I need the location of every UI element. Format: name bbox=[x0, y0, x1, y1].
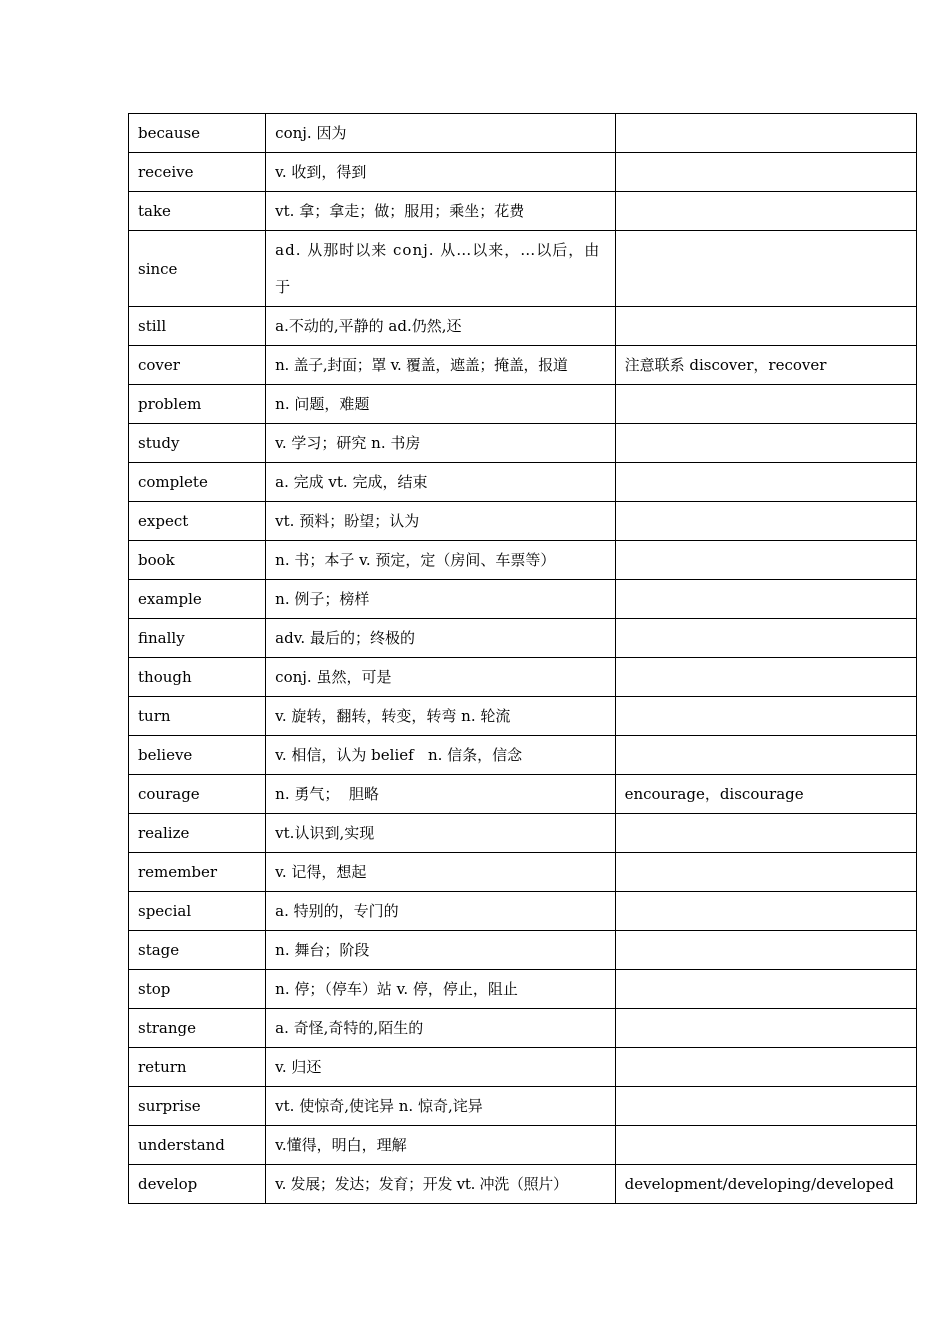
definition-cell: adv. 最后的；终极的 bbox=[266, 619, 615, 658]
table-row bbox=[129, 1009, 917, 1048]
definition-cell: v. 旋转，翻转，转变，转弯 n. 轮流 bbox=[266, 697, 615, 736]
table-row bbox=[129, 463, 917, 502]
note-cell bbox=[615, 1009, 916, 1048]
note-cell bbox=[615, 541, 916, 580]
word-cell: finally bbox=[129, 619, 266, 658]
table-row bbox=[129, 970, 917, 1009]
table-row bbox=[129, 192, 917, 231]
definition-cell: n. 例子；榜样 bbox=[266, 580, 615, 619]
table-row bbox=[129, 424, 917, 463]
definition-cell: ad. 从那时以来 conj. 从…以来，…以后，由于 bbox=[266, 231, 615, 307]
table-row bbox=[129, 892, 917, 931]
vocabulary-table-body bbox=[129, 114, 917, 1204]
note-cell bbox=[615, 892, 916, 931]
note-cell bbox=[615, 736, 916, 775]
definition-cell: v. 发展；发达；发育；开发 vt. 冲洗（照片） bbox=[266, 1165, 615, 1204]
note-cell bbox=[615, 231, 916, 307]
note-cell: development/developing/developed bbox=[615, 1165, 916, 1204]
note-cell bbox=[615, 619, 916, 658]
note-cell bbox=[615, 970, 916, 1009]
word-cell: complete bbox=[129, 463, 266, 502]
table-row bbox=[129, 502, 917, 541]
word-cell: take bbox=[129, 192, 266, 231]
table-row bbox=[129, 1165, 917, 1204]
table-row bbox=[129, 153, 917, 192]
word-cell: surprise bbox=[129, 1087, 266, 1126]
definition-cell: n. 停；（停车）站 v. 停，停止，阻止 bbox=[266, 970, 615, 1009]
definition-cell: v.懂得，明白，理解 bbox=[266, 1126, 615, 1165]
definition-cell: vt. 使惊奇,使诧异 n. 惊奇,诧异 bbox=[266, 1087, 615, 1126]
table-row bbox=[129, 114, 917, 153]
word-cell: though bbox=[129, 658, 266, 697]
note-cell: 注意联系 discover，recover bbox=[615, 346, 916, 385]
word-cell: develop bbox=[129, 1165, 266, 1204]
word-cell: receive bbox=[129, 153, 266, 192]
note-cell bbox=[615, 658, 916, 697]
word-cell: return bbox=[129, 1048, 266, 1087]
word-cell: book bbox=[129, 541, 266, 580]
note-cell bbox=[615, 192, 916, 231]
definition-cell: n. 舞台；阶段 bbox=[266, 931, 615, 970]
table-row bbox=[129, 853, 917, 892]
definition-cell: conj. 因为 bbox=[266, 114, 615, 153]
table-row bbox=[129, 931, 917, 970]
note-cell bbox=[615, 697, 916, 736]
note-cell bbox=[615, 1126, 916, 1165]
word-cell: remember bbox=[129, 853, 266, 892]
note-cell bbox=[615, 1087, 916, 1126]
table-row bbox=[129, 775, 917, 814]
definition-cell: n. 盖子,封面；罩 v. 覆盖，遮盖；掩盖，报道 bbox=[266, 346, 615, 385]
definition-cell: a.不动的,平静的 ad.仍然,还 bbox=[266, 307, 615, 346]
table-row bbox=[129, 1087, 917, 1126]
word-cell: still bbox=[129, 307, 266, 346]
note-cell bbox=[615, 385, 916, 424]
table-row bbox=[129, 1048, 917, 1087]
definition-cell: conj. 虽然，可是 bbox=[266, 658, 615, 697]
table-row bbox=[129, 307, 917, 346]
definition-cell: v. 相信，认为 belief n. 信条，信念 bbox=[266, 736, 615, 775]
definition-cell: v. 收到，得到 bbox=[266, 153, 615, 192]
word-cell: study bbox=[129, 424, 266, 463]
definition-cell: v. 学习；研究 n. 书房 bbox=[266, 424, 615, 463]
word-cell: example bbox=[129, 580, 266, 619]
word-cell: because bbox=[129, 114, 266, 153]
word-cell: special bbox=[129, 892, 266, 931]
table-row bbox=[129, 814, 917, 853]
word-cell: believe bbox=[129, 736, 266, 775]
note-cell bbox=[615, 931, 916, 970]
definition-cell: v. 归还 bbox=[266, 1048, 615, 1087]
note-cell bbox=[615, 1048, 916, 1087]
table-row bbox=[129, 658, 917, 697]
definition-cell: vt.认识到,实现 bbox=[266, 814, 615, 853]
vocabulary-table bbox=[128, 113, 917, 1204]
table-row bbox=[129, 697, 917, 736]
word-cell: problem bbox=[129, 385, 266, 424]
word-cell: realize bbox=[129, 814, 266, 853]
note-cell bbox=[615, 580, 916, 619]
word-cell: since bbox=[129, 231, 266, 307]
definition-cell: vt. 拿；拿走；做；服用；乘坐；花费 bbox=[266, 192, 615, 231]
table-row bbox=[129, 1126, 917, 1165]
table-row bbox=[129, 580, 917, 619]
word-cell: expect bbox=[129, 502, 266, 541]
word-cell: stage bbox=[129, 931, 266, 970]
table-row bbox=[129, 736, 917, 775]
note-cell bbox=[615, 814, 916, 853]
word-cell: courage bbox=[129, 775, 266, 814]
word-cell: turn bbox=[129, 697, 266, 736]
definition-cell: a. 奇怪,奇特的,陌生的 bbox=[266, 1009, 615, 1048]
table-row bbox=[129, 541, 917, 580]
table-row bbox=[129, 231, 917, 307]
word-cell: stop bbox=[129, 970, 266, 1009]
definition-cell: a. 完成 vt. 完成，结束 bbox=[266, 463, 615, 502]
definition-cell: n. 问题，难题 bbox=[266, 385, 615, 424]
table-row bbox=[129, 619, 917, 658]
note-cell bbox=[615, 114, 916, 153]
note-cell bbox=[615, 424, 916, 463]
definition-cell: n. 书；本子 v. 预定，定（房间、车票等） bbox=[266, 541, 615, 580]
definition-cell: vt. 预料；盼望；认为 bbox=[266, 502, 615, 541]
note-cell bbox=[615, 307, 916, 346]
definition-cell: a. 特别的，专门的 bbox=[266, 892, 615, 931]
definition-cell: v. 记得，想起 bbox=[266, 853, 615, 892]
word-cell: strange bbox=[129, 1009, 266, 1048]
note-cell bbox=[615, 153, 916, 192]
note-cell bbox=[615, 502, 916, 541]
word-cell: understand bbox=[129, 1126, 266, 1165]
table-row bbox=[129, 346, 917, 385]
definition-cell: n. 勇气； 胆略 bbox=[266, 775, 615, 814]
note-cell: encourage，discourage bbox=[615, 775, 916, 814]
word-cell: cover bbox=[129, 346, 266, 385]
note-cell bbox=[615, 463, 916, 502]
note-cell bbox=[615, 853, 916, 892]
table-row bbox=[129, 385, 917, 424]
